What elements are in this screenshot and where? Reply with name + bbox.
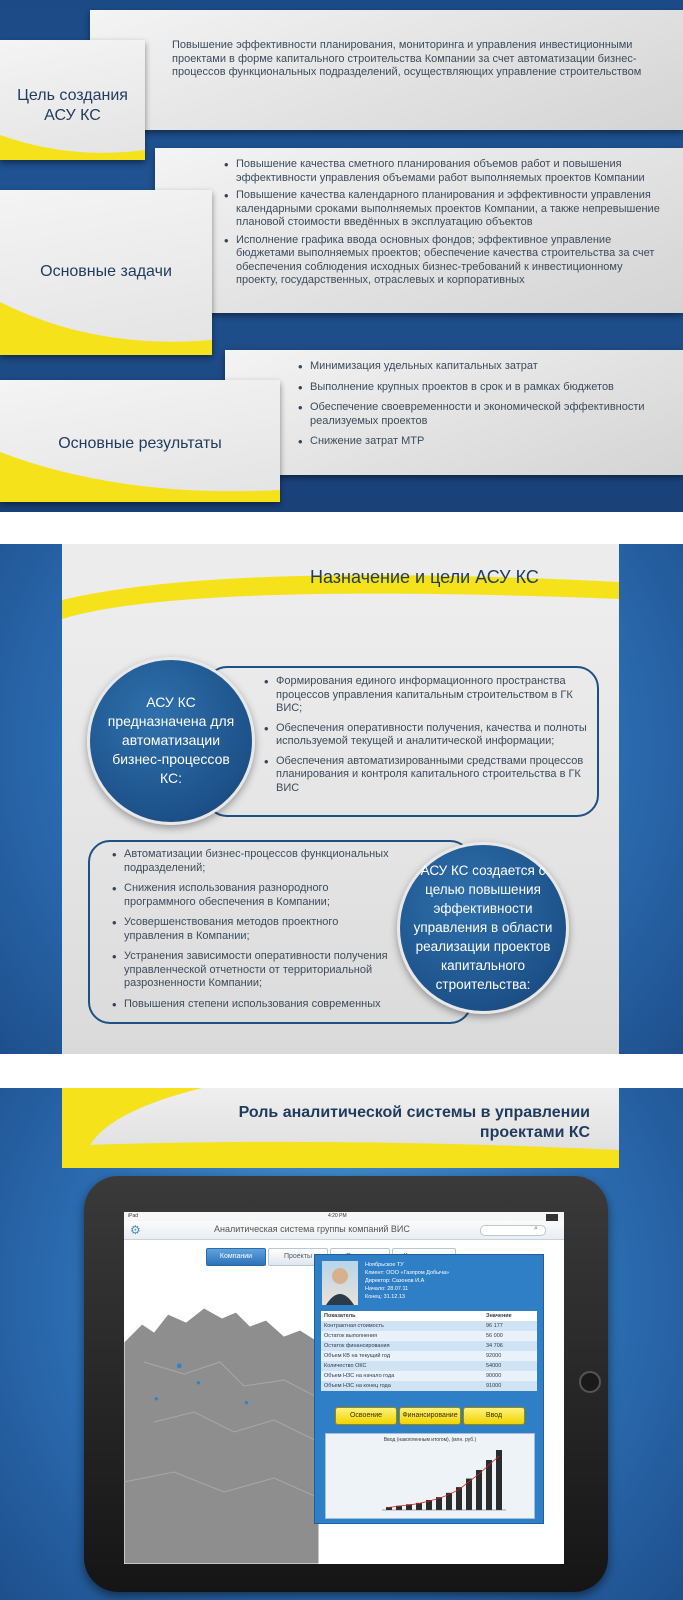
app-title: Аналитическая система группы компаний ВИС bbox=[214, 1224, 410, 1234]
purpose-list-2 bbox=[110, 848, 400, 1015]
list-item: • Повышение качества календарного планирования и эффективности управления календарными сроками выполняемых проектов Компании, а также непревышение плановой стоимости введённых в эксплуатацию объектов bbox=[236, 189, 662, 230]
goal-label-card bbox=[0, 40, 145, 160]
person-icon bbox=[322, 1261, 358, 1305]
purpose-circle-1 bbox=[87, 657, 255, 825]
mini-chart-line bbox=[389, 1456, 499, 1507]
map-pin-icon[interactable]: ● bbox=[196, 1378, 201, 1387]
list-item: • Обеспечения автоматизированными средствами процессов планирования и контроля капитального строительства в ГК ВИС bbox=[276, 755, 592, 796]
list-item: • Исполнение графика ввода основных фондов; эффективное управление бюджетами выполняемых проектов; обеспечение качества строительства за счет обеспечения соблюдения исходных бизнес-требований к инвестиционному проекту, государственных, отраслевых и корпоративных bbox=[236, 234, 662, 288]
input-button[interactable]: Ввод bbox=[463, 1407, 525, 1425]
tasks-list bbox=[222, 158, 662, 292]
results-list bbox=[296, 360, 666, 453]
info-line: Директор: Сазонов И.А bbox=[365, 1278, 425, 1284]
map-pin-icon[interactable]: ● bbox=[244, 1398, 249, 1407]
info-line: Начало: 28.07.11 bbox=[365, 1286, 409, 1292]
purpose-title: Назначение и цели АСУ КС bbox=[310, 567, 539, 587]
financing-button[interactable]: Финансирование bbox=[399, 1407, 461, 1425]
list-item: • Снижение затрат МТР bbox=[310, 435, 666, 449]
table-header: Значение bbox=[483, 1311, 537, 1321]
table-row[interactable]: Контрактная стоимость 96 177 bbox=[321, 1321, 537, 1331]
map-pin-icon[interactable]: ● bbox=[154, 1394, 159, 1403]
list-item: • Устранения зависимости оперативности получения управленческой отчетности от территориальной разрозненности Компании; bbox=[124, 950, 400, 991]
mini-chart-panel bbox=[325, 1433, 535, 1519]
list-item: • Снижения использования разнородного программного обеспечения в Компании; bbox=[124, 882, 400, 909]
metrics-table bbox=[321, 1311, 537, 1391]
analytics-title-line2: проектами КС bbox=[479, 1124, 590, 1141]
table-row[interactable]: Объем КВ на текущий год 92000 bbox=[321, 1351, 537, 1361]
list-item: • Повышение качества сметного планирования объемов работ и повышения эффективности управления объемами работ выполняемых проектов Компании bbox=[236, 158, 662, 185]
map-pin-icon[interactable]: ● bbox=[176, 1360, 183, 1372]
purpose-circle-2-text: АСУ КС создается с целью повышения эффективности управления в области реализации проектов капитального строительства: bbox=[413, 863, 553, 992]
tab-projects[interactable]: Проекты bbox=[268, 1248, 328, 1266]
list-item: • Обеспечение своевременности и экономической эффективности реализуемых проектов bbox=[310, 401, 666, 428]
list-item: • Повышения степени использования современных bbox=[124, 998, 400, 1012]
list-item: • Формирования единого информационного пространства процессов управления капитальным строительством в ГК ВИС; bbox=[276, 675, 592, 716]
purpose-circle-2 bbox=[397, 842, 569, 1014]
purpose-circle-1-text: АСУ КС предназначена для автоматизации бизнес-процессов КС: bbox=[107, 694, 235, 786]
status-time: 4:20 PM bbox=[328, 1213, 347, 1219]
analytics-title bbox=[180, 1103, 590, 1143]
table-header: Показатель bbox=[321, 1311, 483, 1321]
mini-chart-bar bbox=[496, 1450, 502, 1510]
avatar bbox=[322, 1261, 358, 1305]
table-row[interactable]: Количество ОКС 54000 bbox=[321, 1361, 537, 1371]
list-item: • Автоматизации бизнес-процессов функциональных подразделений; bbox=[124, 848, 400, 875]
tab-companies[interactable]: Компании bbox=[206, 1248, 266, 1266]
status-left: iPad bbox=[128, 1213, 139, 1219]
goal-label: Цель создания АСУ КС bbox=[17, 87, 128, 124]
russia-map[interactable] bbox=[124, 1302, 319, 1564]
status-bar bbox=[124, 1212, 564, 1221]
goal-text: Повышение эффективности планирования, мониторинга и управления инвестиционными проектами в форме капитального строительства Компании за счет автоматизации бизнес-процессов функциональных подразделений, осуществляющих управление строительством bbox=[172, 39, 642, 78]
analytics-title-line1: Роль аналитической системы в управлении bbox=[238, 1104, 590, 1121]
info-line: Конец: 31.12.13 bbox=[365, 1294, 405, 1300]
info-lines bbox=[365, 1261, 535, 1301]
ipad-screen bbox=[124, 1212, 564, 1564]
list-item: • Обеспечения оперативности получения, качества и полноты используемой текущей и аналитической информации; bbox=[276, 722, 592, 749]
table-row[interactable]: Объем НЗС на начало года 90000 bbox=[321, 1371, 537, 1381]
purpose-list-1 bbox=[262, 675, 592, 799]
results-label: Основные результаты bbox=[58, 435, 222, 452]
table-row[interactable]: Остаток финансирования 34 706 bbox=[321, 1341, 537, 1351]
tasks-label-card bbox=[0, 190, 212, 355]
mini-chart-bar bbox=[386, 1507, 392, 1510]
info-panel bbox=[314, 1254, 544, 1524]
info-line: Клиент: ООО «Газпром Добыча» bbox=[365, 1270, 450, 1276]
info-line: Ноябрьское ТУ bbox=[365, 1262, 404, 1268]
mini-chart-bar bbox=[486, 1460, 492, 1510]
results-label-card bbox=[0, 380, 280, 502]
mastering-button[interactable]: Освоение bbox=[335, 1407, 397, 1425]
list-item: • Усовершенствования методов проектного управления в Компании; bbox=[124, 916, 400, 943]
table-row[interactable]: Объем НЗС на конец года 91000 bbox=[321, 1381, 537, 1391]
gear-icon[interactable]: ⚙ bbox=[130, 1223, 141, 1237]
list-item: • Выполнение крупных проектов в срок и в рамках бюджетов bbox=[310, 381, 666, 395]
home-button[interactable] bbox=[579, 1371, 601, 1393]
mini-chart bbox=[326, 1434, 534, 1518]
table-row[interactable]: Остаток выполнения 56 000 bbox=[321, 1331, 537, 1341]
battery-icon bbox=[546, 1214, 558, 1221]
tasks-label: Основные задачи bbox=[40, 263, 172, 280]
mini-chart-title: Ввод (накопленным итогом), (млн. руб.) bbox=[383, 1437, 477, 1443]
search-icon[interactable]: ⌕ bbox=[534, 1225, 538, 1232]
app-header bbox=[124, 1221, 564, 1240]
list-item: • Минимизация удельных капитальных затрат bbox=[310, 360, 666, 374]
